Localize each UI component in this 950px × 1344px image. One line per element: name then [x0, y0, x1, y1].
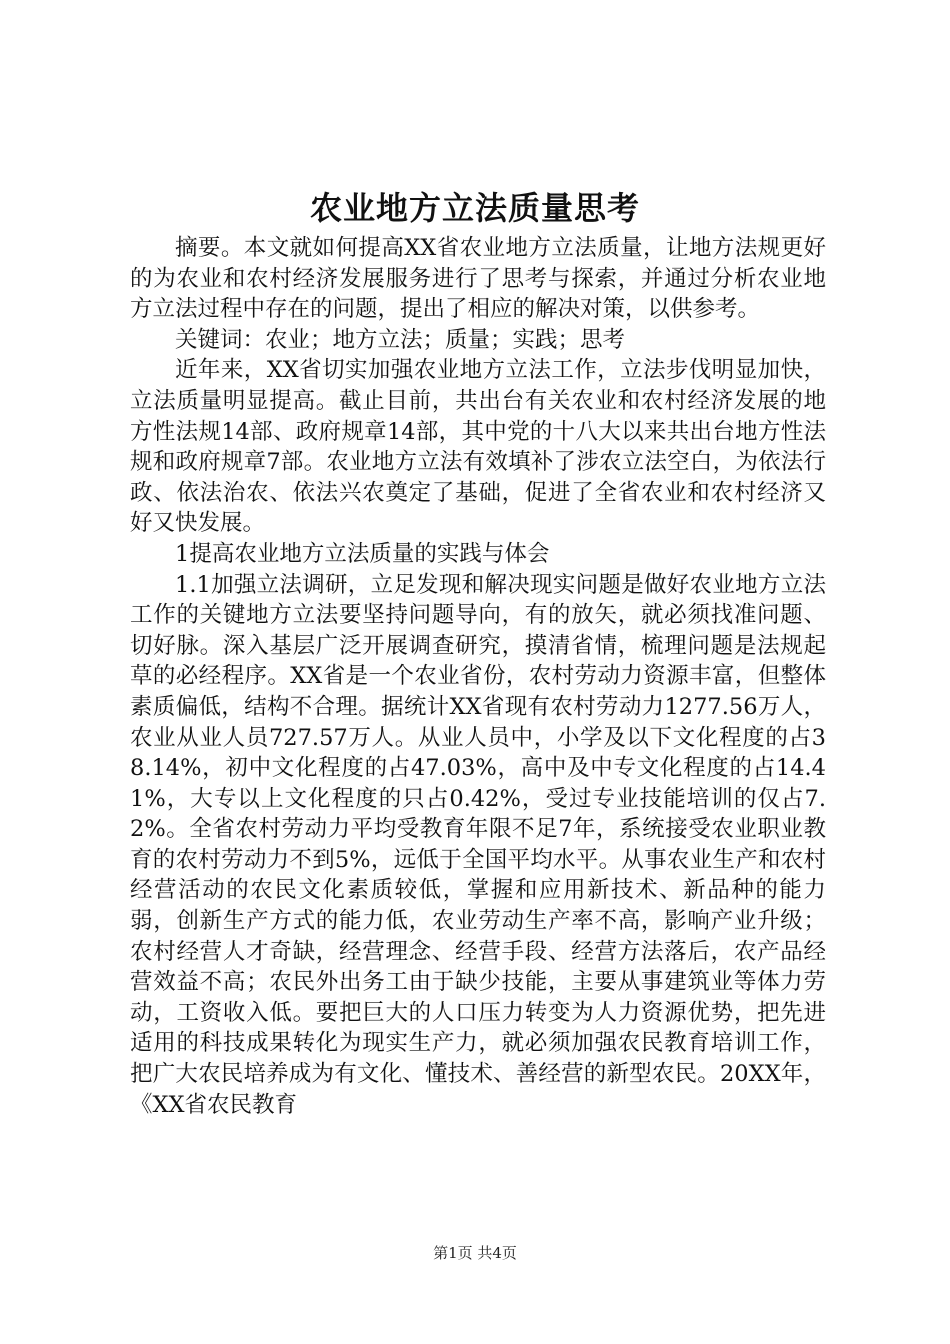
document-body	[130, 233, 826, 1120]
subsection-paragraph: 1.1加强立法调研，立足发现和解决现实问题是做好农业地方立法工作的关键地方立法要坚持问题导向，有的放矢，就必须找准问题、切好脉。深入基层广泛开展调查研究，摸清省情，梳理问题是法规起草的必经程序。XX省是一个农业省份，农村劳动力资源丰富，但整体素质偏低，结构不合理。据统计XX省现有农村劳动力1277.56万人，农业从业人员727.57万人。从业人员中，小学及以下文化程度的占38.14%，初中文化程度的占47.03%，高中及中专文化程度的占14.41%，大专以上文化程度的只占0.42%，受过专业技能培训的仅占7.2%。全省农村劳动力平均受教育年限不足7年，系统接受农业职业教育的农村劳动力不到5%，远低于全国平均水平。从事农业生产和农村经营活动的农民文化素质较低，掌握和应用新技术、新品种的能力弱，创新生产方式的能力低，农业劳动生产率不高，影响产业升级；农村经营人才奇缺，经营理念、经营手段、经营方法落后，农产品经营效益不高；农民外出务工由于缺少技能，主要从事建筑业等体力劳动，工资收入低。要把巨大的人口压力转变为人力资源优势，把先进适用的科技成果转化为现实生产力，就必须加强农民教育培训工作，把广大农民培养成为有文化、懂技术、善经营的新型农民。20XX年，《XX省农民教育	[130, 571, 826, 1118]
keywords-paragraph: 关键词：农业；地方立法；质量；实践；思考	[175, 326, 626, 353]
section-heading: 1提高农业地方立法质量的实践与体会	[175, 540, 550, 567]
page-footer: 第1页 共4页	[433, 1244, 517, 1262]
intro-paragraph: 近年来，XX省切实加强农业地方立法工作，立法步伐明显加快，立法质量明显提高。截止目前，共出台有关农业和农村经济发展的地方性法规14部、政府规章14部，其中党的十八大以来共出台地方性法规和政府规章7部。农业地方立法有效填补了涉农立法空白，为依法行政、依法治农、依法兴农奠定了基础，促进了全省农业和农村经济又好又快发展。	[130, 357, 826, 537]
document-title: 农业地方立法质量思考	[309, 189, 640, 227]
abstract-paragraph: 摘要。本文就如何提高XX省农业地方立法质量，让地方法规更好的为农业和农村经济发展服务进行了思考与探索，并通过分析农业地方立法过程中存在的问题，提出了相应的解决对策，以供参考。	[130, 235, 826, 323]
